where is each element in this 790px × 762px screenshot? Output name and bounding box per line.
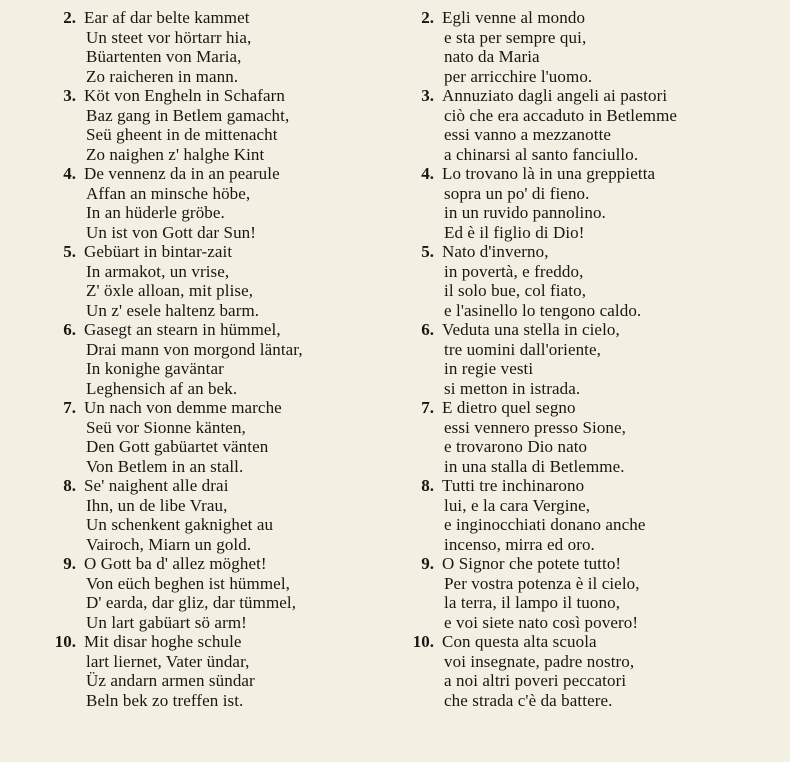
stanza xyxy=(404,164,784,242)
verse-line: Nato d'inverno, xyxy=(442,242,549,261)
verse-line: Seü vor Sionne känten, xyxy=(86,417,246,437)
left-column-dialect-text xyxy=(46,8,396,710)
verse-line: Seü gheent in de mittenacht xyxy=(86,125,278,144)
verse-line: Lo trovano là in una greppietta xyxy=(442,164,656,183)
verse-line: ciò che era accaduto in Betlemme xyxy=(444,105,678,125)
verse-line: Un z' esele haltenz barm. xyxy=(86,300,260,320)
verse-line: incenso, mirra ed oro. xyxy=(444,534,595,554)
verse-line: e l'asinello lo tengono caldo. xyxy=(444,300,642,320)
stanza-number: 8. xyxy=(421,476,434,495)
verse-line: E dietro quel segno xyxy=(442,398,576,417)
stanza-number: 8. xyxy=(63,476,76,495)
verse-line: in regie vesti xyxy=(444,359,534,378)
verse-line: Von Betlem in an stall. xyxy=(86,456,244,476)
verse-line: e sta per sempre qui, xyxy=(444,27,587,47)
verse-line: Gasegt an stearn in hümmel, xyxy=(84,320,281,339)
stanza-number: 9. xyxy=(63,554,76,573)
verse-line: O Gott ba d' allez möghet! xyxy=(84,554,267,573)
verse-line: Tutti tre inchinarono xyxy=(442,476,585,495)
stanza xyxy=(404,476,784,554)
stanza xyxy=(46,86,396,164)
verse-line: il solo bue, col fiato, xyxy=(444,281,587,300)
verse-line: Den Gott gabüartet vänten xyxy=(86,437,269,456)
verse-line: essi vanno a mezzanotte xyxy=(444,125,612,144)
verse-line: Ihn, un de libe Vrau, xyxy=(86,495,228,515)
verse-line: Drai mann von morgond läntar, xyxy=(86,339,303,359)
stanza-number: 4. xyxy=(421,164,434,183)
verse-line: Un lart gabüart sö arm! xyxy=(86,612,247,632)
verse-line: In an hüderle gröbe. xyxy=(86,203,225,222)
verse-line: e inginocchiati donano anche xyxy=(444,515,646,534)
verse-line: nato da Maria xyxy=(444,47,540,66)
verse-line: Leghensich af an bek. xyxy=(86,378,238,398)
stanza-number: 5. xyxy=(421,242,434,261)
verse-line: Z' öxle alloan, mit plise, xyxy=(86,281,254,300)
verse-line: Baz gang in Betlem gamacht, xyxy=(86,105,290,125)
stanza xyxy=(404,320,784,398)
verse-line: Gebüart in bintar-zait xyxy=(84,242,233,261)
stanza xyxy=(46,164,396,242)
verse-line: Un nach von demme marche xyxy=(84,398,282,417)
stanza xyxy=(46,398,396,476)
stanza xyxy=(46,8,396,86)
stanza xyxy=(404,8,784,86)
verse-line: lart liernet, Vater ündar, xyxy=(86,651,250,671)
verse-line: essi vennero presso Sione, xyxy=(444,417,627,437)
verse-line: la terra, il lampo il tuono, xyxy=(444,593,621,612)
verse-line: Per vostra potenza è il cielo, xyxy=(444,573,640,593)
verse-line: Ed è il figlio di Dio! xyxy=(444,222,585,242)
stanza-number: 6. xyxy=(421,320,434,339)
verse-line: In armakot, un vrise, xyxy=(86,261,230,281)
verse-line: Ear af dar belte kammet xyxy=(84,8,250,27)
verse-line: Se' naighent alle drai xyxy=(84,476,229,495)
verse-line: tre uomini dall'oriente, xyxy=(444,339,602,359)
stanza-number: 10. xyxy=(54,632,76,651)
stanza-number: 4. xyxy=(63,164,76,183)
verse-line: in povertà, e freddo, xyxy=(444,261,584,281)
verse-line: Von eüch beghen ist hümmel, xyxy=(86,573,290,593)
verse-line: O Signor che potete tutto! xyxy=(442,554,622,573)
verse-line: Zo naighen z' halghe Kint xyxy=(86,144,265,164)
stanza xyxy=(46,242,396,320)
verse-line: lui, e la cara Vergine, xyxy=(444,495,591,515)
verse-line: Köt von Engheln in Schafarn xyxy=(84,86,285,105)
verse-line: Büartenten von Maria, xyxy=(86,47,242,66)
verse-line: Beln bek zo treffen ist. xyxy=(86,690,244,710)
verse-line: Con questa alta scuola xyxy=(442,632,597,651)
stanza xyxy=(404,398,784,476)
verse-line: Un ist von Gott dar Sun! xyxy=(86,222,257,242)
verse-line: De vennenz da in an pearule xyxy=(84,164,280,183)
stanza xyxy=(46,476,396,554)
verse-line: Annuziato dagli angeli ai pastori xyxy=(442,86,668,105)
stanza xyxy=(46,320,396,398)
stanza-number: 9. xyxy=(421,554,434,573)
verse-line: D' earda, dar gliz, dar tümmel, xyxy=(86,593,297,612)
verse-line: voi insegnate, padre nostro, xyxy=(444,651,635,671)
verse-line: Zo raicheren in mann. xyxy=(86,66,239,86)
stanza-number: 7. xyxy=(63,398,76,417)
stanza xyxy=(46,632,396,710)
verse-line: Affan an minsche höbe, xyxy=(86,183,251,203)
verse-line: Veduta una stella in cielo, xyxy=(442,320,620,339)
verse-line: e voi siete nato così povero! xyxy=(444,612,639,632)
verse-line: che strada c'è da battere. xyxy=(444,690,613,710)
stanza-number: 2. xyxy=(421,8,434,27)
stanza xyxy=(46,554,396,632)
stanza-number: 3. xyxy=(421,86,434,105)
verse-line: In konighe gaväntar xyxy=(86,359,224,378)
stanza xyxy=(404,632,784,710)
stanza xyxy=(404,86,784,164)
stanza xyxy=(404,242,784,320)
verse-line: sopra un po' di fieno. xyxy=(444,183,590,203)
verse-line: Mit disar hoghe schule xyxy=(84,632,242,651)
verse-line: Un steet vor hörtarr hia, xyxy=(86,27,252,47)
verse-line: e trovarono Dio nato xyxy=(444,437,588,456)
verse-line: Üz andarn armen sündar xyxy=(86,671,255,690)
verse-line: in una stalla di Betlemme. xyxy=(444,456,625,476)
verse-line: Vairoch, Miarn un gold. xyxy=(86,534,252,554)
stanza xyxy=(404,554,784,632)
stanza-number: 2. xyxy=(63,8,76,27)
verse-line: a chinarsi al santo fanciullo. xyxy=(444,144,639,164)
verse-line: Egli venne al mondo xyxy=(442,8,586,27)
stanza-number: 6. xyxy=(63,320,76,339)
stanza-number: 3. xyxy=(63,86,76,105)
stanza-number: 10. xyxy=(412,632,434,651)
verse-line: si metton in istrada. xyxy=(444,378,581,398)
verse-line: Un schenkent gaknighet au xyxy=(86,515,274,534)
right-column-italian-translation xyxy=(404,8,784,710)
verse-line: per arricchire l'uomo. xyxy=(444,66,593,86)
stanza-number: 7. xyxy=(421,398,434,417)
verse-line: a noi altri poveri peccatori xyxy=(444,671,627,690)
stanza-number: 5. xyxy=(63,242,76,261)
verse-line: in un ruvido pannolino. xyxy=(444,203,606,222)
